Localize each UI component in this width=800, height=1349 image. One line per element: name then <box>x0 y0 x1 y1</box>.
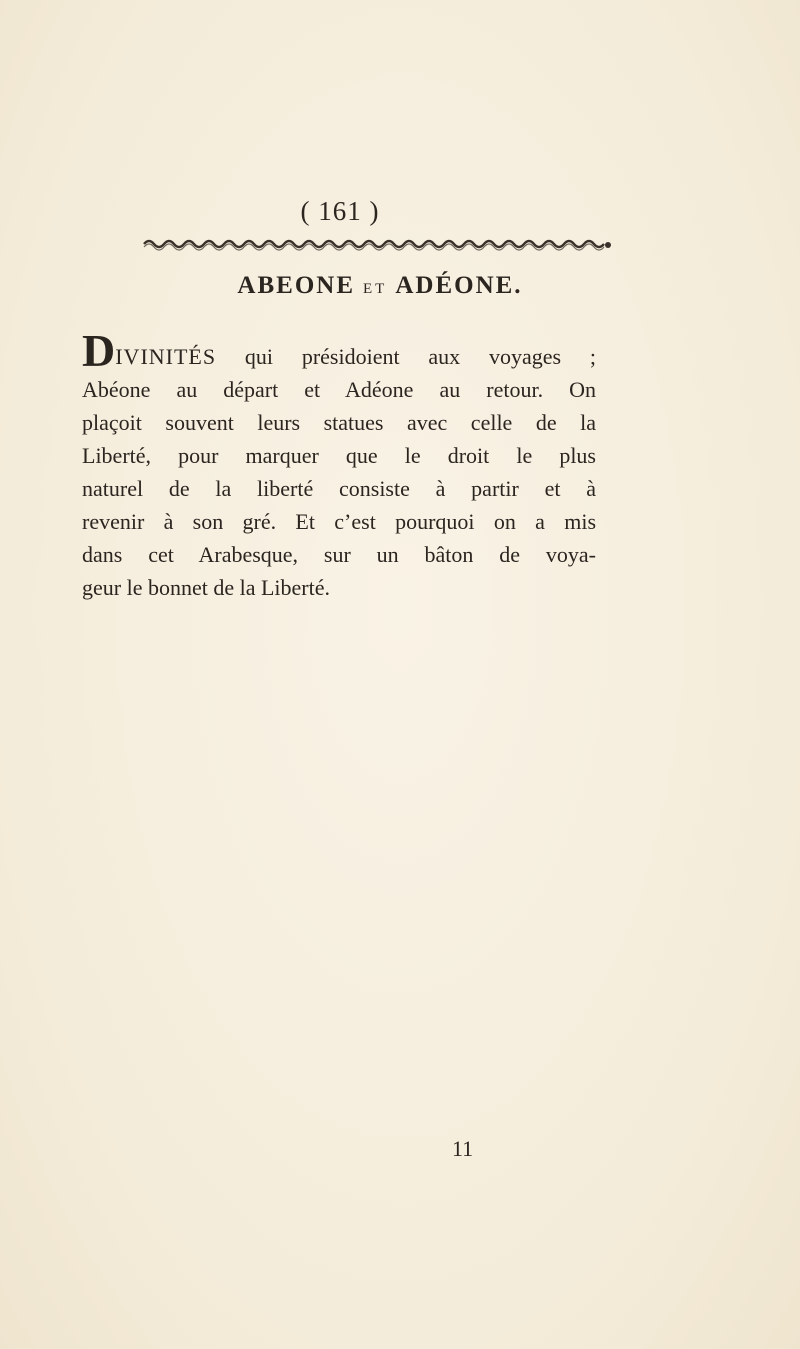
paragraph-line-2: Abéone au départ et Adéone au retour. On <box>82 377 596 402</box>
paragraph-line-8: geur le bonnet de la Liberté. <box>82 575 331 600</box>
title-et: ET <box>363 281 388 297</box>
title-adeone: ADÉONE. <box>395 272 523 299</box>
paragraph-line-6: revenir à son gré. Et c’est pourquoi on a mis <box>82 509 596 534</box>
chapter-title <box>0 272 760 300</box>
drop-cap: D <box>82 325 116 376</box>
paragraph <box>82 325 596 604</box>
paragraph-line-1 <box>82 325 596 376</box>
title-abeone: ABEONE <box>237 272 356 299</box>
paragraph-line-3: plaçoit souvent leurs statues avec celle de la <box>82 410 596 435</box>
page-number: ( 161 ) <box>300 196 380 226</box>
paragraph-line-5: naturel de la liberté consiste à partir et à <box>82 476 596 501</box>
signature-mark: 11 <box>452 1136 474 1161</box>
ornament-rule <box>142 236 612 252</box>
paragraph-line-4: Liberté, pour marquer que le droit le plus <box>82 443 596 468</box>
line-1-text: qui présidoient aux voyages ; <box>216 344 596 369</box>
first-word: IVINITÉS <box>115 344 217 369</box>
paragraph-line-7: dans cet Arabesque, sur un bâton de voya- <box>82 542 596 567</box>
